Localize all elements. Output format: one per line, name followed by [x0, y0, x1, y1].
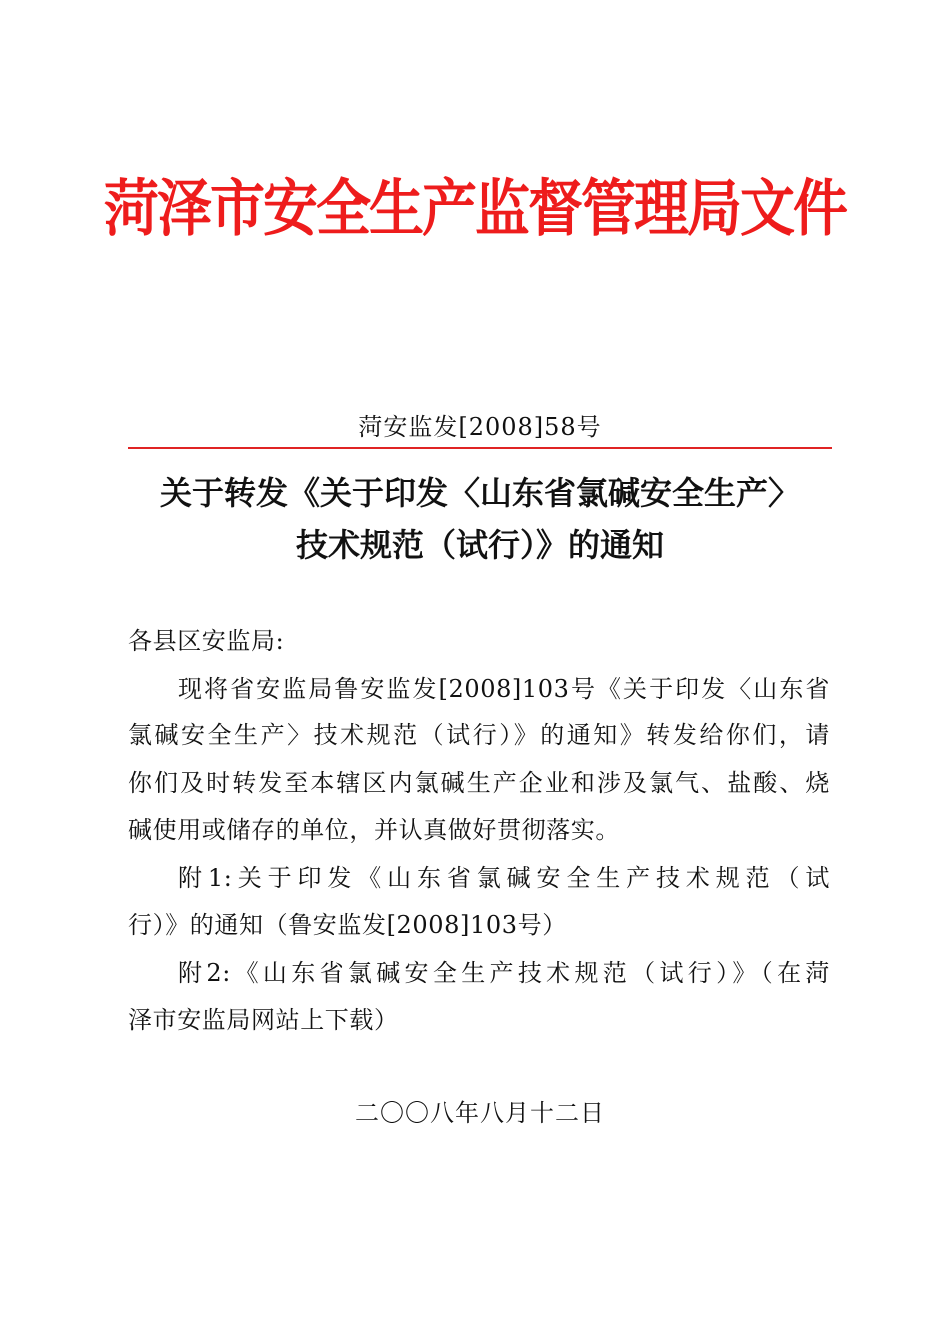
notice-title-line-1: 关于转发《关于印发〈山东省氯碱安全生产〉 — [159, 474, 800, 512]
body-line-1: 现将省安监局鲁安监发[2008]103号《关于印发〈山东省 — [178, 675, 830, 703]
attachment-2-line-1: 附2:《山东省氯碱安全生产技术规范（试行）》（在菏 — [178, 959, 830, 987]
salutation: 各县区安监局: — [128, 627, 285, 655]
body-line-3: 你们及时转发至本辖区内氯碱生产企业和涉及氯气、盐酸、烧 — [128, 769, 830, 797]
attachment-1-line-2: 行）》的通知（鲁安监发[2008]103号） — [128, 911, 567, 939]
attachment-1-line-1: 附1:关于印发《山东省氯碱安全生产技术规范（试 — [178, 864, 830, 892]
notice-title-line-2: 技术规范（试行）》的通知 — [295, 526, 664, 564]
issuing-authority-header: 菏泽市安全生产监督管理局文件 — [103, 172, 846, 244]
attachment-2-line-2: 泽市安监局网站上下载） — [128, 1006, 399, 1034]
body-line-4: 碱使用或储存的单位，并认真做好贯彻落实。 — [128, 816, 620, 844]
document-number: 菏安监发[2008]58号 — [358, 413, 602, 441]
issue-date: 二〇〇八年八月十二日 — [355, 1099, 605, 1127]
red-divider-line — [128, 447, 832, 449]
body-line-2: 氯碱安全生产〉技术规范（试行）》的通知》转发给你们，请 — [128, 721, 830, 749]
